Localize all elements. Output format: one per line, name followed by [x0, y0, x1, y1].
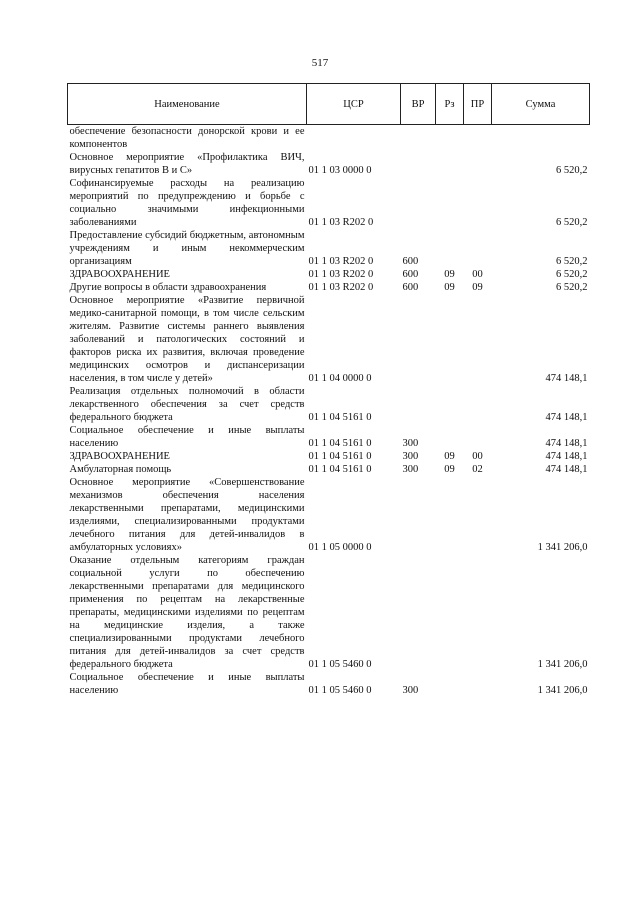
cell-name: Социальное обеспечение и иные выплаты населению [69, 425, 305, 449]
cell-csr: 01 1 05 0000 0 [308, 542, 372, 553]
cell-name: Основное мероприятие «Развитие первичной медико-санитарной помощи, в том числе сельским жителям. Развитие системы раннего выявления заболеваний и патологических состояний и факторов риска их развития, включая проведение медицинских осмотров и диспансеризации населения, в том числе у детей» [69, 295, 305, 384]
cell-name: Основное мероприятие «Профилактика ВИЧ, вирусных гепатитов В и С» [69, 152, 305, 176]
table-row [68, 476, 590, 554]
cell-name: обеспечение безопасности донорской крови и ее компонентов [69, 126, 305, 150]
table-header [68, 84, 590, 125]
cell-csr: 01 1 04 5161 0 [308, 464, 372, 475]
cell-sum: 1 341 206,0 [537, 685, 588, 696]
cell-csr: 01 1 03 R202 0 [308, 282, 374, 293]
header-sum: Сумма [492, 84, 590, 125]
cell-pr: 02 [472, 464, 483, 475]
cell-pr [464, 671, 492, 697]
cell-csr: 01 1 04 0000 0 [308, 373, 372, 384]
cell-pr [464, 151, 492, 177]
table-row [68, 268, 590, 281]
header-vr: ВР [401, 84, 436, 125]
cell-pr: 09 [472, 282, 483, 293]
cell-sum: 474 148,1 [545, 451, 588, 462]
cell-rz [436, 671, 464, 697]
cell-sum: 6 520,2 [556, 165, 588, 176]
cell-csr: 01 1 03 0000 0 [308, 165, 372, 176]
cell-sum: 474 148,1 [545, 464, 588, 475]
table-row [68, 554, 590, 671]
budget-table [67, 83, 590, 697]
cell-name: Амбулаторная помощь [69, 464, 172, 475]
table-row [68, 450, 590, 463]
table-row [68, 463, 590, 476]
cell-pr [464, 424, 492, 450]
cell-rz: 09 [444, 282, 455, 293]
header-csr: ЦСР [307, 84, 401, 125]
cell-rz: 09 [444, 269, 455, 280]
cell-vr: 600 [402, 256, 419, 267]
cell-pr [464, 476, 492, 554]
cell-sum: 6 520,2 [556, 217, 588, 228]
cell-sum: 1 341 206,0 [537, 542, 588, 553]
page-number: 517 [311, 57, 329, 69]
cell-sum: 474 148,1 [545, 373, 588, 384]
cell-sum: 474 148,1 [545, 438, 588, 449]
cell-name: Софинансируемые расходы на реализацию мероприятий по предупреждению и борьбе с социально значимыми инфекционными заболеваниями [69, 178, 305, 228]
cell-vr: 300 [402, 685, 419, 696]
cell-vr: 600 [402, 282, 419, 293]
table-row [68, 281, 590, 294]
cell-rz [436, 229, 464, 268]
cell-rz: 09 [444, 451, 455, 462]
cell-pr [464, 554, 492, 671]
cell-csr: 01 1 03 R202 0 [308, 217, 374, 228]
cell-rz [436, 424, 464, 450]
cell-vr [401, 554, 436, 671]
cell-pr [464, 125, 492, 152]
cell-rz [436, 151, 464, 177]
cell-rz [436, 554, 464, 671]
cell-name: Социальное обеспечение и иные выплаты населению [69, 672, 305, 696]
cell-csr: 01 1 04 5161 0 [308, 451, 372, 462]
cell-sum: 6 520,2 [556, 269, 588, 280]
cell-csr: 01 1 03 R202 0 [308, 269, 374, 280]
cell-sum: 6 520,2 [556, 256, 588, 267]
cell-vr: 300 [402, 464, 419, 475]
cell-rz [436, 476, 464, 554]
table-row [68, 294, 590, 385]
cell-name: ЗДРАВООХРАНЕНИЕ [69, 269, 170, 280]
header-pr: ПР [464, 84, 492, 125]
cell-sum: 1 341 206,0 [537, 659, 588, 670]
cell-sum: 474 148,1 [545, 412, 588, 423]
cell-pr [464, 177, 492, 229]
table-row [68, 671, 590, 697]
cell-pr [464, 385, 492, 424]
cell-rz [436, 125, 464, 152]
cell-vr [401, 125, 436, 152]
cell-vr: 600 [402, 269, 419, 280]
header-row [68, 84, 590, 125]
cell-vr [401, 177, 436, 229]
cell-name: Предоставление субсидий бюджетным, автономным учреждениям и иным некоммерческим организациям [69, 230, 305, 267]
header-name: Наименование [68, 84, 307, 125]
cell-rz [436, 294, 464, 385]
cell-csr: 01 1 04 5161 0 [308, 438, 372, 449]
cell-csr [307, 125, 401, 152]
cell-vr [401, 385, 436, 424]
table-row [68, 125, 590, 152]
cell-pr [464, 229, 492, 268]
cell-csr: 01 1 05 5460 0 [308, 685, 372, 696]
cell-rz [436, 385, 464, 424]
table-row [68, 151, 590, 177]
cell-pr: 00 [472, 451, 483, 462]
cell-rz: 09 [444, 464, 455, 475]
cell-sum [492, 125, 590, 152]
cell-sum: 6 520,2 [556, 282, 588, 293]
table-row [68, 229, 590, 268]
cell-rz [436, 177, 464, 229]
cell-vr: 300 [402, 438, 419, 449]
cell-vr: 300 [402, 451, 419, 462]
cell-pr: 00 [472, 269, 483, 280]
cell-name: Оказание отдельным категориям граждан социальной услуги по обеспечению лекарственными препаратами для медицинского применения по рецептам на лекарственные препараты, медицинскими изделиями по рецептам на медицинские изделия, а также специализированными продуктами лечебного питания для детей-инвалидов за счет средств федерального бюджета [69, 555, 305, 670]
header-rz: Рз [436, 84, 464, 125]
cell-name: Реализация отдельных полномочий в области лекарственного обеспечения за счет средств федерального бюджета [69, 386, 305, 423]
cell-vr [401, 294, 436, 385]
cell-csr: 01 1 03 R202 0 [308, 256, 374, 267]
cell-vr [401, 151, 436, 177]
cell-name: ЗДРАВООХРАНЕНИЕ [69, 451, 170, 462]
cell-vr [401, 476, 436, 554]
cell-csr: 01 1 04 5161 0 [308, 412, 372, 423]
cell-csr: 01 1 05 5460 0 [308, 659, 372, 670]
table-row [68, 177, 590, 229]
table-body [68, 125, 590, 698]
cell-name: Основное мероприятие «Совершенствование механизмов обеспечения населения лекарственными препаратами, медицинскими изделиями, специализированными продуктами лечебного питания для детей-инвалидов в амбулаторных условиях» [69, 477, 305, 553]
cell-pr [464, 294, 492, 385]
cell-name: Другие вопросы в области здравоохранения [69, 282, 267, 293]
table-row [68, 424, 590, 450]
table-row [68, 385, 590, 424]
